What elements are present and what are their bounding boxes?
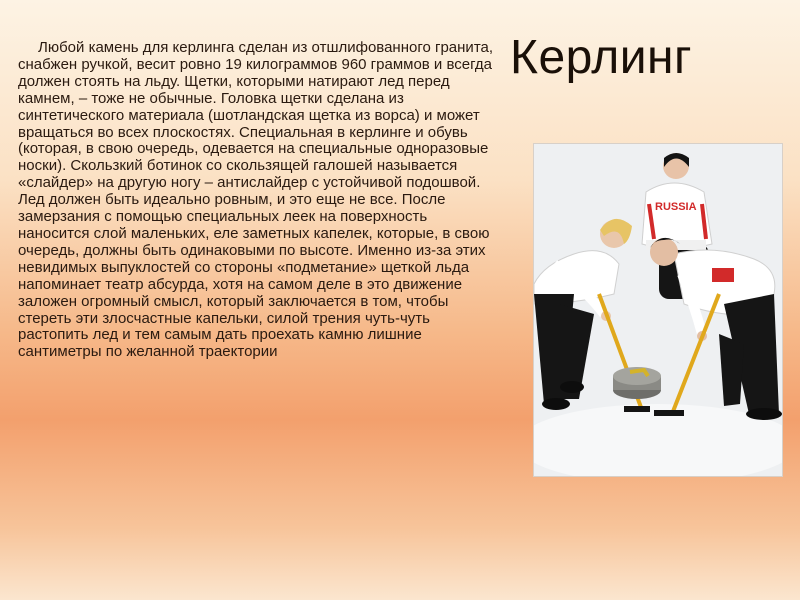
curling-stone [613,367,661,399]
curling-photo [533,143,783,477]
jersey-text: RUSSIA [655,201,697,213]
body-paragraph: Любой камень для керлинга сделан из отшлифованного гранита, снабжен ручкой, весит ровно 19 килограммов 960 граммов и всегда должен стоять на льду. Щетки, которыми натирают лед перед камнем, – тоже не обычные. Головка щетки сделана из синтетического материала (шотландская щетка из ворса) и может вращаться во всех плоскостях. Специальная в керлинге и обувь (которая, в свою очередь, одевается на специальные одноразовые носки). Скользкий ботинок со скользящей галошей называется «слайдер» на другую ногу – антислайдер с устойчивой подошвой. Лед должен быть идеально ровным, и это еще не все. После замерзания с помощью специальных леек на поверхность наносится слой маленьких, еле заметных капелек, которые, в свою очередь, должны быть одинаковыми по высоте. Именно из-за этих невидимых выпуклостей со стороны «подметание» щеткой льда напоминает театр абсурда, хотя на самом деле в это движение заложен огромный смысл, который заключается в том, чтобы стереть эти злосчастные капельки, силой трения чуть-чуть растопить лед и тем самым дать проехать камню лишние сантиметры по желанной траектории [18,39,494,361]
slide-title: Керлинг [510,31,693,84]
